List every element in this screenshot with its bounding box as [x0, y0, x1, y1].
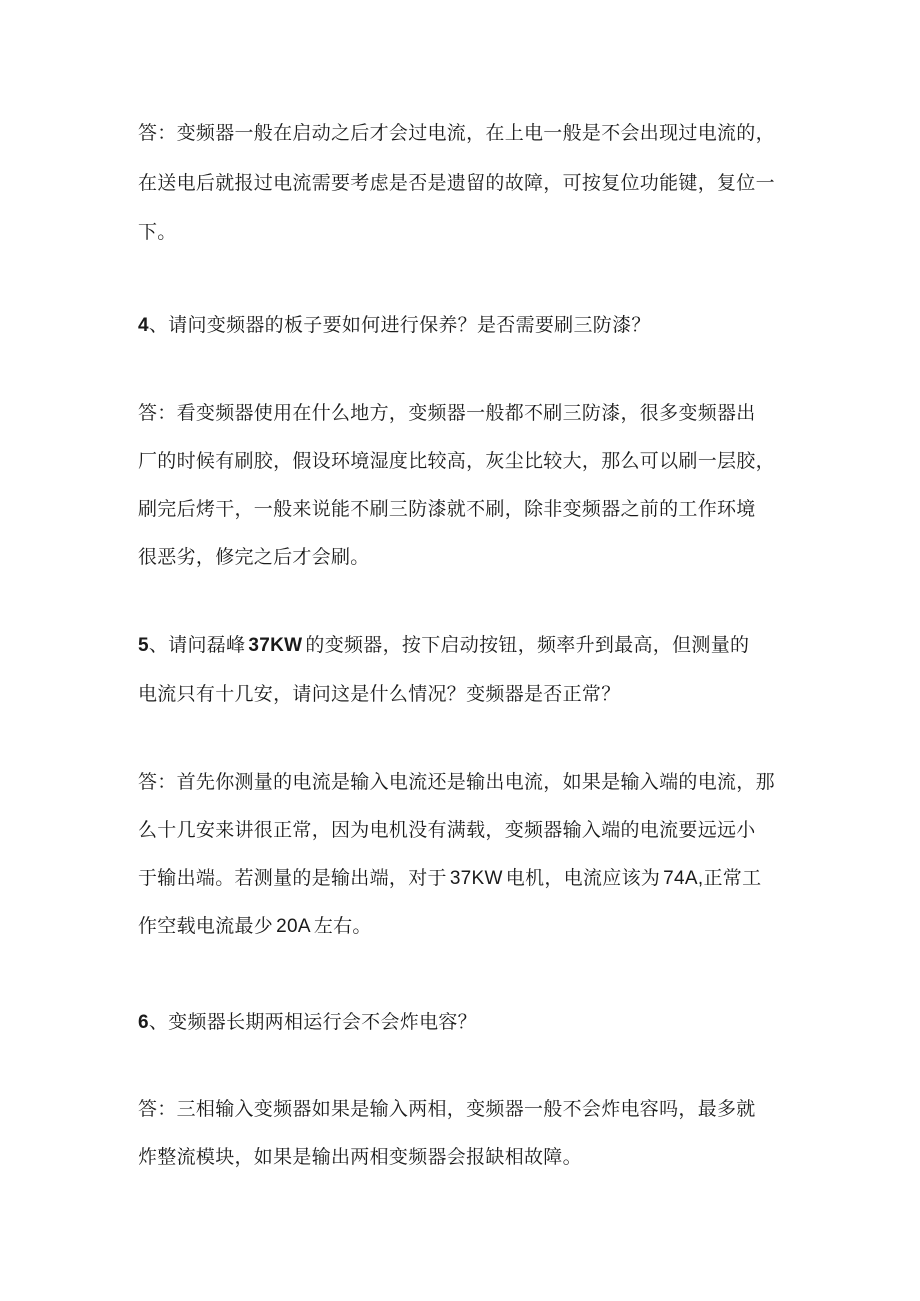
question-5-text-before: 、请问磊峰	[148, 634, 246, 656]
answer-5-current: 74A,	[663, 868, 704, 889]
answer-5-line-3-c: 正常工	[703, 867, 762, 889]
question-6-text: 、变频器长期两相运行会不会炸电容？	[148, 1011, 477, 1033]
answer-4-line-1: 答：看变频器使用在什么地方，变频器一般都不刷三防漆，很多变频器出	[138, 402, 756, 424]
answer-5-line-4-a: 作空载电流最少	[138, 915, 274, 937]
answer-6-line-1: 答：三相输入变频器如果是输入两相，变频器一般不会炸电容吗，最多就	[138, 1098, 756, 1120]
question-5-number: 5	[138, 635, 149, 656]
answer-6-line-2: 炸整流模块，如果是输出两相变频器会报缺相故障。	[138, 1146, 582, 1168]
answer-3-line-2: 在送电后就报过电流需要考虑是否是遗留的故障，可按复位功能键，复位一	[138, 172, 775, 194]
question-5-line-1	[138, 633, 749, 658]
answer-5-line-3-b: 电机，电流应该为	[505, 867, 661, 889]
answer-4-line-2: 厂的时候有刷胶，假设环境湿度比较高，灰尘比较大，那么可以刷一层胶，	[138, 450, 775, 472]
question-5-power: 37KW	[248, 635, 303, 656]
question-4	[138, 313, 651, 338]
answer-5-line-4	[138, 914, 372, 939]
answer-5-line-4-b: 左右。	[313, 915, 372, 937]
question-5-line-2: 电流只有十几安，请问这是什么情况？变频器是否正常？	[138, 683, 621, 705]
answer-3-line-1: 答：变频器一般在启动之后才会过电流，在上电一般是不会出现过电流的，	[138, 122, 775, 144]
answer-5-power: 37KW	[449, 868, 503, 889]
answer-4-line-3: 刷完后烤干，一般来说能不刷三防漆就不刷，除非变频器之前的工作环境	[138, 498, 756, 520]
question-6-number: 6	[138, 1012, 149, 1033]
answer-5-line-1: 答：首先你测量的电流是输入电流还是输出电流，如果是输入端的电流，那	[138, 771, 775, 793]
question-5-text-after: 的变频器，按下启动按钮，频率升到最高，但测量的	[305, 634, 750, 656]
question-4-number: 4	[138, 315, 149, 336]
answer-5-min-current: 20A	[276, 916, 311, 937]
question-6	[138, 1010, 477, 1035]
answer-5-line-3-a: 于输出端。若测量的是输出端，对于	[138, 867, 447, 889]
answer-5-line-3	[138, 866, 761, 891]
question-4-text: 、请问变频器的板子要如何进行保养？是否需要刷三防漆？	[148, 314, 651, 336]
answer-3-line-3: 下。	[138, 221, 177, 243]
answer-5-line-2: 么十几安来讲很正常，因为电机没有满载，变频器输入端的电流要远远小	[138, 819, 756, 841]
answer-4-line-4: 很恶劣，修完之后才会刷。	[138, 546, 370, 568]
